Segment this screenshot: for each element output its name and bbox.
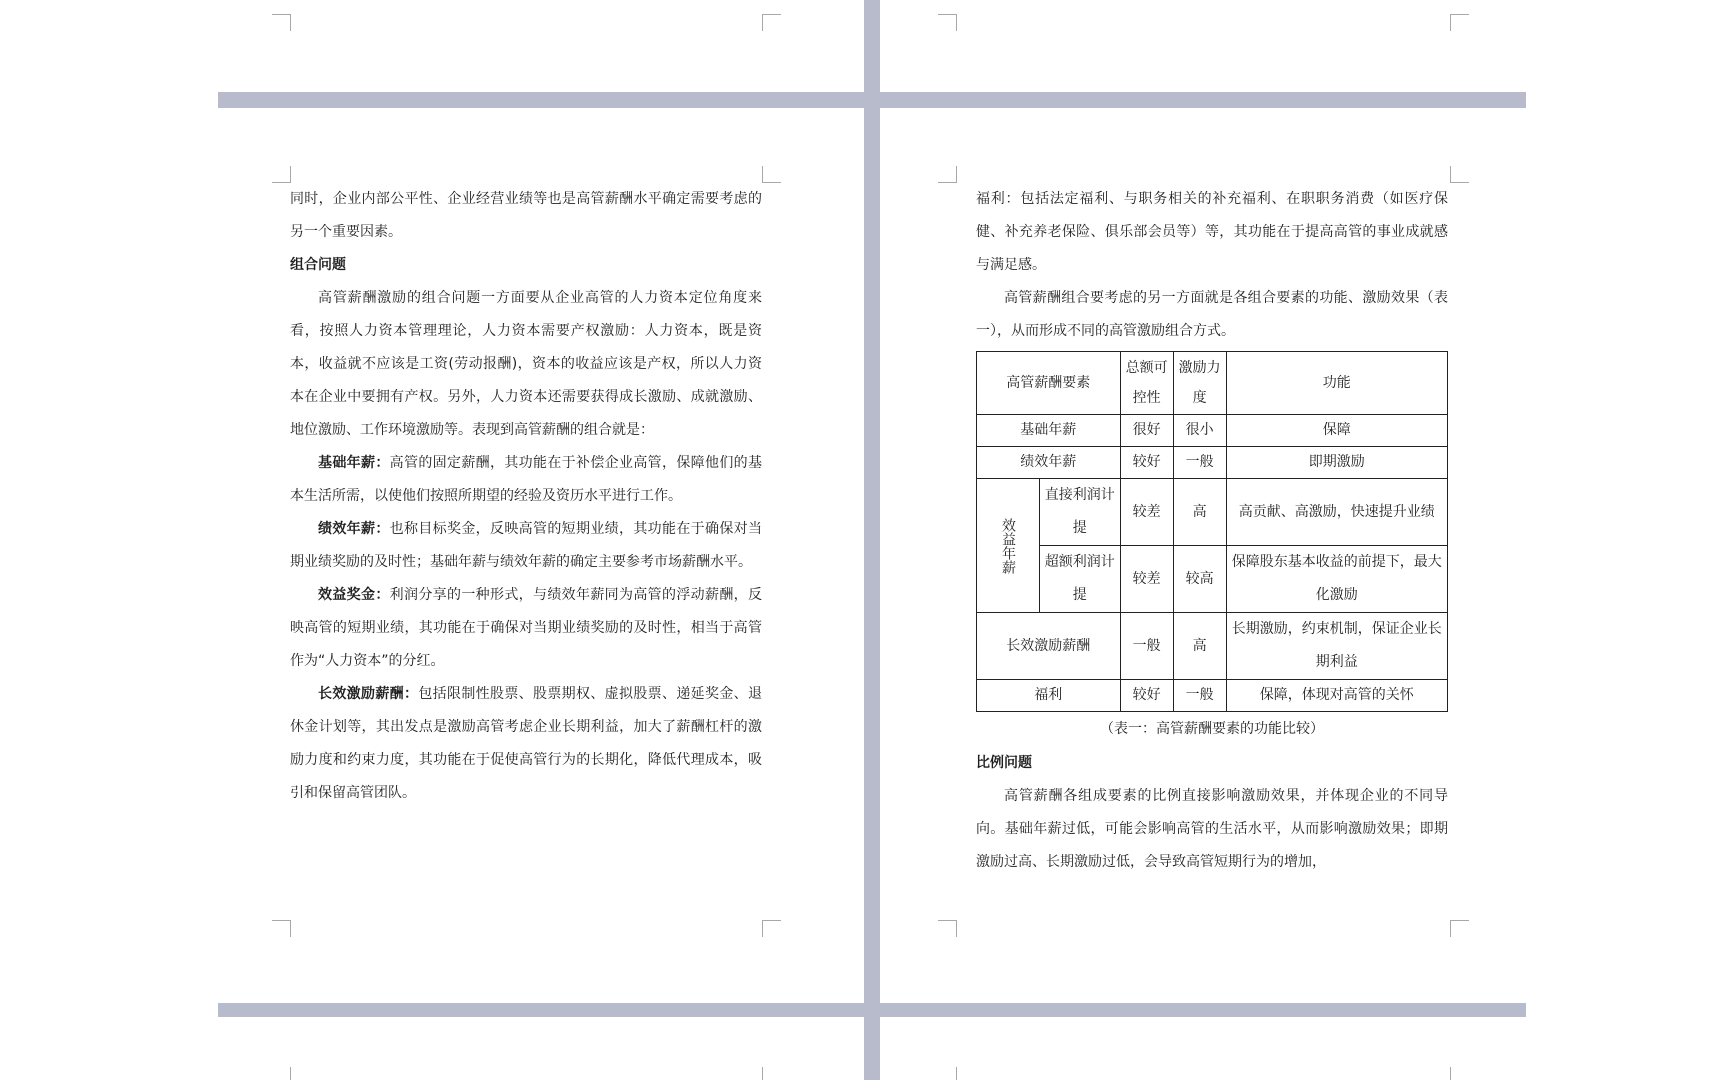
table-cell: 一般 [1120,613,1173,680]
left-page-body-text[interactable] [290,183,762,810]
crop-mark [272,1067,291,1080]
table-cell: 较差 [1120,479,1173,546]
table-cell: 很好 [1120,415,1173,447]
table-cell: 长效激励薪酬 [977,613,1121,680]
body-paragraph: 同时，企业内部公平性、企业经营业绩等也是高管薪酬水平确定需要考虑的另一个重要因素。 [290,191,762,240]
crop-mark [762,1067,781,1080]
table-cell: 很小 [1173,415,1226,447]
table-cell: 即期激励 [1226,447,1447,479]
body-paragraph: 高管薪酬激励的组合问题一方面要从企业高管的人力资本定位角度来看，按照人力资本管理理论，人力资本需要产权激励：人力资本，既是资本，收益就不应该是工资(劳动报酬)，资本的收益应该是产权，所以人力资本在企业中要拥有产权。另外，人力资本还需要获得成长激励、成就激励、地位激励、工作环境激励等。表现到高管薪酬的组合就是： [290,290,762,438]
paragraph-text: 包括限制性股票、股票期权、虚拟股票、递延奖金、退休金计划等，其出发点是激励高管考虑企业长期利益，加大了薪酬杠杆的激励力度和约束力度，其功能在于促使高管行为的长期化，降低代理成本，吸引和保留高管团队。 [290,686,763,801]
table-cell: 高贡献、高激励，快速提升业绩 [1226,479,1447,546]
table-cell: 一般 [1173,680,1226,712]
salary-elements-table[interactable] [976,351,1448,712]
table-cell: 较差 [1120,546,1173,613]
table-header-cell: 激励力度 [1173,352,1226,415]
crop-mark [762,166,781,183]
paragraph-lead-term: 长效激励薪酬： [318,686,419,702]
body-paragraph: 高管薪酬各组成要素的比例直接影响激励效果，并体现企业的不同导向。基础年薪过低，可能会影响高管的生活水平，从而影响激励效果；即期激励过高、长期激励过低，会导致高管短期行为的增加， [976,788,1448,870]
crop-mark [938,14,957,31]
paragraph-text: 高管的固定薪酬，其功能在于补偿企业高管，保障他们的基本生活所需，以使他们按照所期望的经验及资历水平进行工作。 [290,455,763,504]
crop-mark [1450,920,1469,937]
right-page[interactable] [880,108,1526,1003]
previous-page-left-tail [218,0,864,92]
table-cell: 超额利润计提 [1040,546,1121,613]
table-row [977,447,1448,479]
table-cell: 福利 [977,680,1121,712]
body-paragraph: 福利：包括法定福利、与职务相关的补充福利、在职职务消费（如医疗保健、补充养老保险、俱乐部会员等）等，其功能在于提高高管的事业成就感与满足感。 [976,191,1448,273]
paragraph-lead-term: 绩效年薪： [318,521,390,537]
table-cell: 一般 [1173,447,1226,479]
crop-mark [272,166,291,183]
table-cell: 长期激励，约束机制，保证企业长期利益 [1226,613,1447,680]
table-row [977,680,1448,712]
crop-mark [1450,14,1469,31]
left-page[interactable] [218,108,864,1003]
table-cell: 保障，体现对高管的关怀 [1226,680,1447,712]
paragraph-lead-term: 基础年薪： [318,455,390,471]
crop-mark [938,1067,957,1080]
crop-mark [938,920,957,937]
paragraph-text: 利润分享的一种形式，与绩效年薪同为高管的浮动薪酬，反映高管的短期业绩，其功能在于确保对当期业绩奖励的及时性，相当于高管作为“人力资本”的分红。 [290,587,763,669]
table-cell: 高 [1173,479,1226,546]
table-header-row [977,352,1448,415]
paragraph-text: 也称目标奖金，反映高管的短期业绩，其功能在于确保对当期业绩奖励的及时性；基础年薪与绩效年薪的确定主要参考市场薪酬水平。 [290,521,763,570]
crop-mark [1450,166,1469,183]
table-cell: 保障股东基本收益的前提下，最大化激励 [1226,546,1447,613]
previous-page-right-tail [880,0,1526,92]
body-paragraph [290,513,762,579]
table-cell: 高 [1173,613,1226,680]
table-row [977,613,1448,680]
body-paragraph [290,579,762,678]
next-page-right-head [880,1017,1526,1080]
body-paragraph [290,447,762,513]
table-row [977,479,1448,546]
table-cell: 较高 [1173,546,1226,613]
table-header-cell: 功能 [1226,352,1447,415]
crop-mark [272,920,291,937]
table-row [977,415,1448,447]
table-header-cell: 总额可控性 [1120,352,1173,415]
section-heading: 组合问题 [290,257,346,273]
right-page-body-text[interactable] [976,183,1448,879]
table-row [977,546,1448,613]
body-paragraph [290,678,762,810]
table-cell: 直接利润计提 [1040,479,1121,546]
table-cell: 较好 [1120,680,1173,712]
paragraph-lead-term: 效益奖金： [318,587,390,603]
crop-mark [762,920,781,937]
next-page-left-head [218,1017,864,1080]
table-caption: （表一：高管薪酬要素的功能比较） [1100,721,1324,737]
body-paragraph: 高管薪酬组合要考虑的另一方面就是各组合要素的功能、激励效果（表一），从而形成不同的高管激励组合方式。 [976,290,1448,339]
table-cell: 较好 [1120,447,1173,479]
table-cell: 保障 [1226,415,1447,447]
page-gap-middle [864,0,880,1080]
section-heading: 比例问题 [976,755,1032,771]
table-header-cell: 高管薪酬要素 [977,352,1121,415]
table-cell: 绩效年薪 [977,447,1121,479]
crop-mark [272,14,291,31]
crop-mark [762,14,781,31]
crop-mark [938,166,957,183]
crop-mark [1450,1067,1469,1080]
table-cell: 基础年薪 [977,415,1121,447]
table-group-cell: 效益年薪 [977,479,1040,613]
